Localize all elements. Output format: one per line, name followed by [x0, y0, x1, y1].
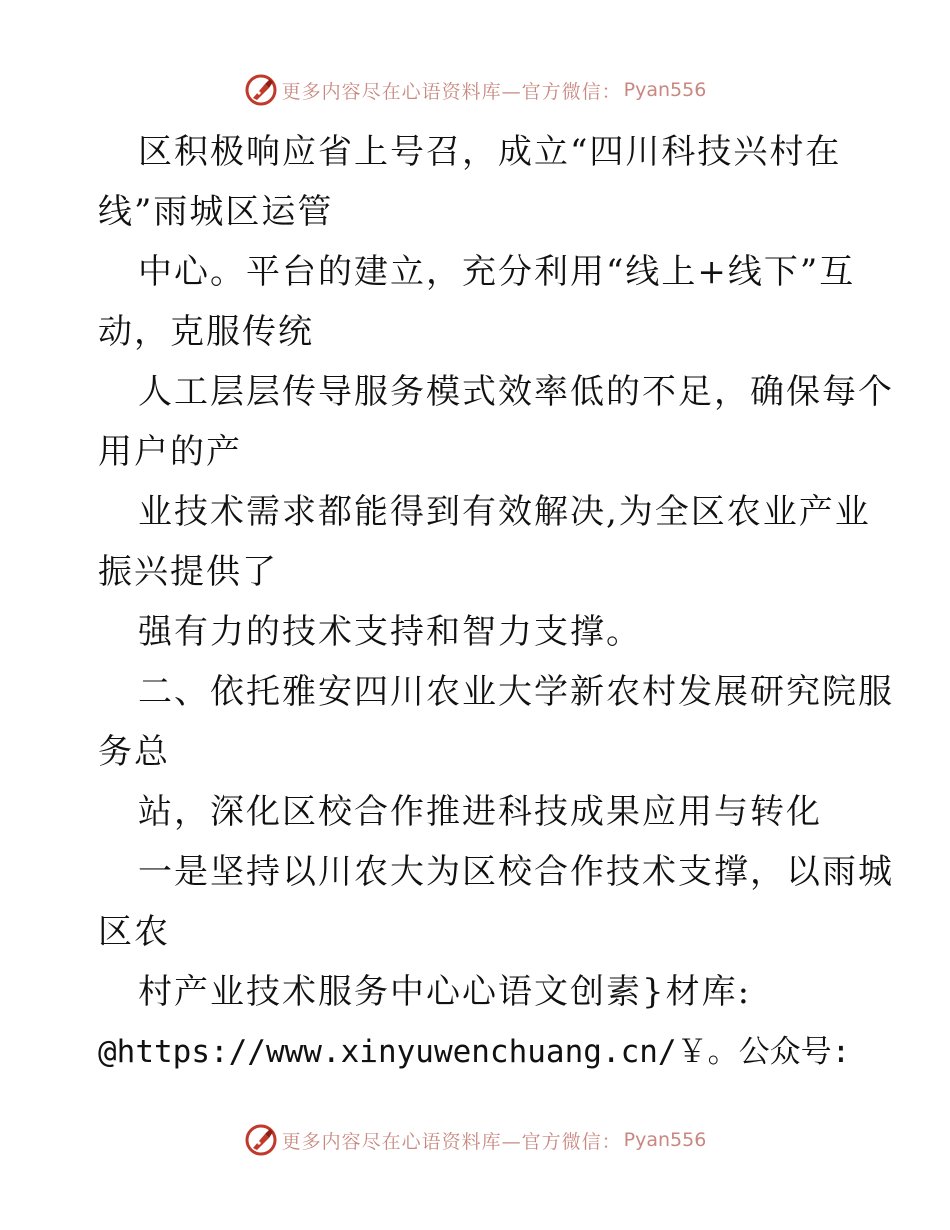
body-line: 线”雨城区运管 [98, 192, 334, 232]
body-line: 中心。平台的建立，充分利用“线上+线下”互 [138, 252, 856, 292]
header-banner [0, 70, 950, 110]
body-line: 动，克服传统 [98, 312, 314, 352]
banner-promo-text: 更多内容尽在心语资料库—官方微信： [281, 1130, 622, 1153]
pen-nib-logo-icon [244, 73, 278, 107]
url-line: @https://www.xinyuwenchuang.cn/￥。公众号: [98, 1034, 851, 1070]
pen-nib-logo-icon [244, 1123, 278, 1157]
body-line: 振兴提供了 [98, 552, 278, 592]
document-body [98, 122, 894, 1082]
section-heading-line: 二、依托雅安四川农业大学新农村发展研究院服 [138, 672, 894, 712]
footer-banner [0, 1120, 950, 1160]
section-heading-line: 务总 [98, 732, 170, 772]
body-line: 业技术需求都能得到有效解决,为全区农业产业 [138, 492, 871, 532]
body-line: 人工层层传导服务模式效率低的不足，确保每个 [138, 372, 894, 412]
body-line: 村产业技术服务中心心语文创素}材库: [138, 972, 752, 1012]
body-line: 用户的产 [98, 432, 242, 472]
body-line: 区积极响应省上号召，成立“四川科技兴村在 [138, 132, 842, 172]
body-line: 一是坚持以川农大为区校合作技术支撑，以雨城 [138, 852, 894, 892]
banner-wechat-handle: Pyan556 [623, 79, 707, 101]
banner-wechat-handle: Pyan556 [623, 1129, 707, 1151]
section-heading-line: 站，深化区校合作推进科技成果应用与转化 [138, 792, 822, 832]
body-line: 强有力的技术支持和智力支撑。 [138, 612, 642, 652]
banner-promo-text: 更多内容尽在心语资料库—官方微信： [281, 80, 622, 103]
body-line: 区农 [98, 912, 170, 952]
